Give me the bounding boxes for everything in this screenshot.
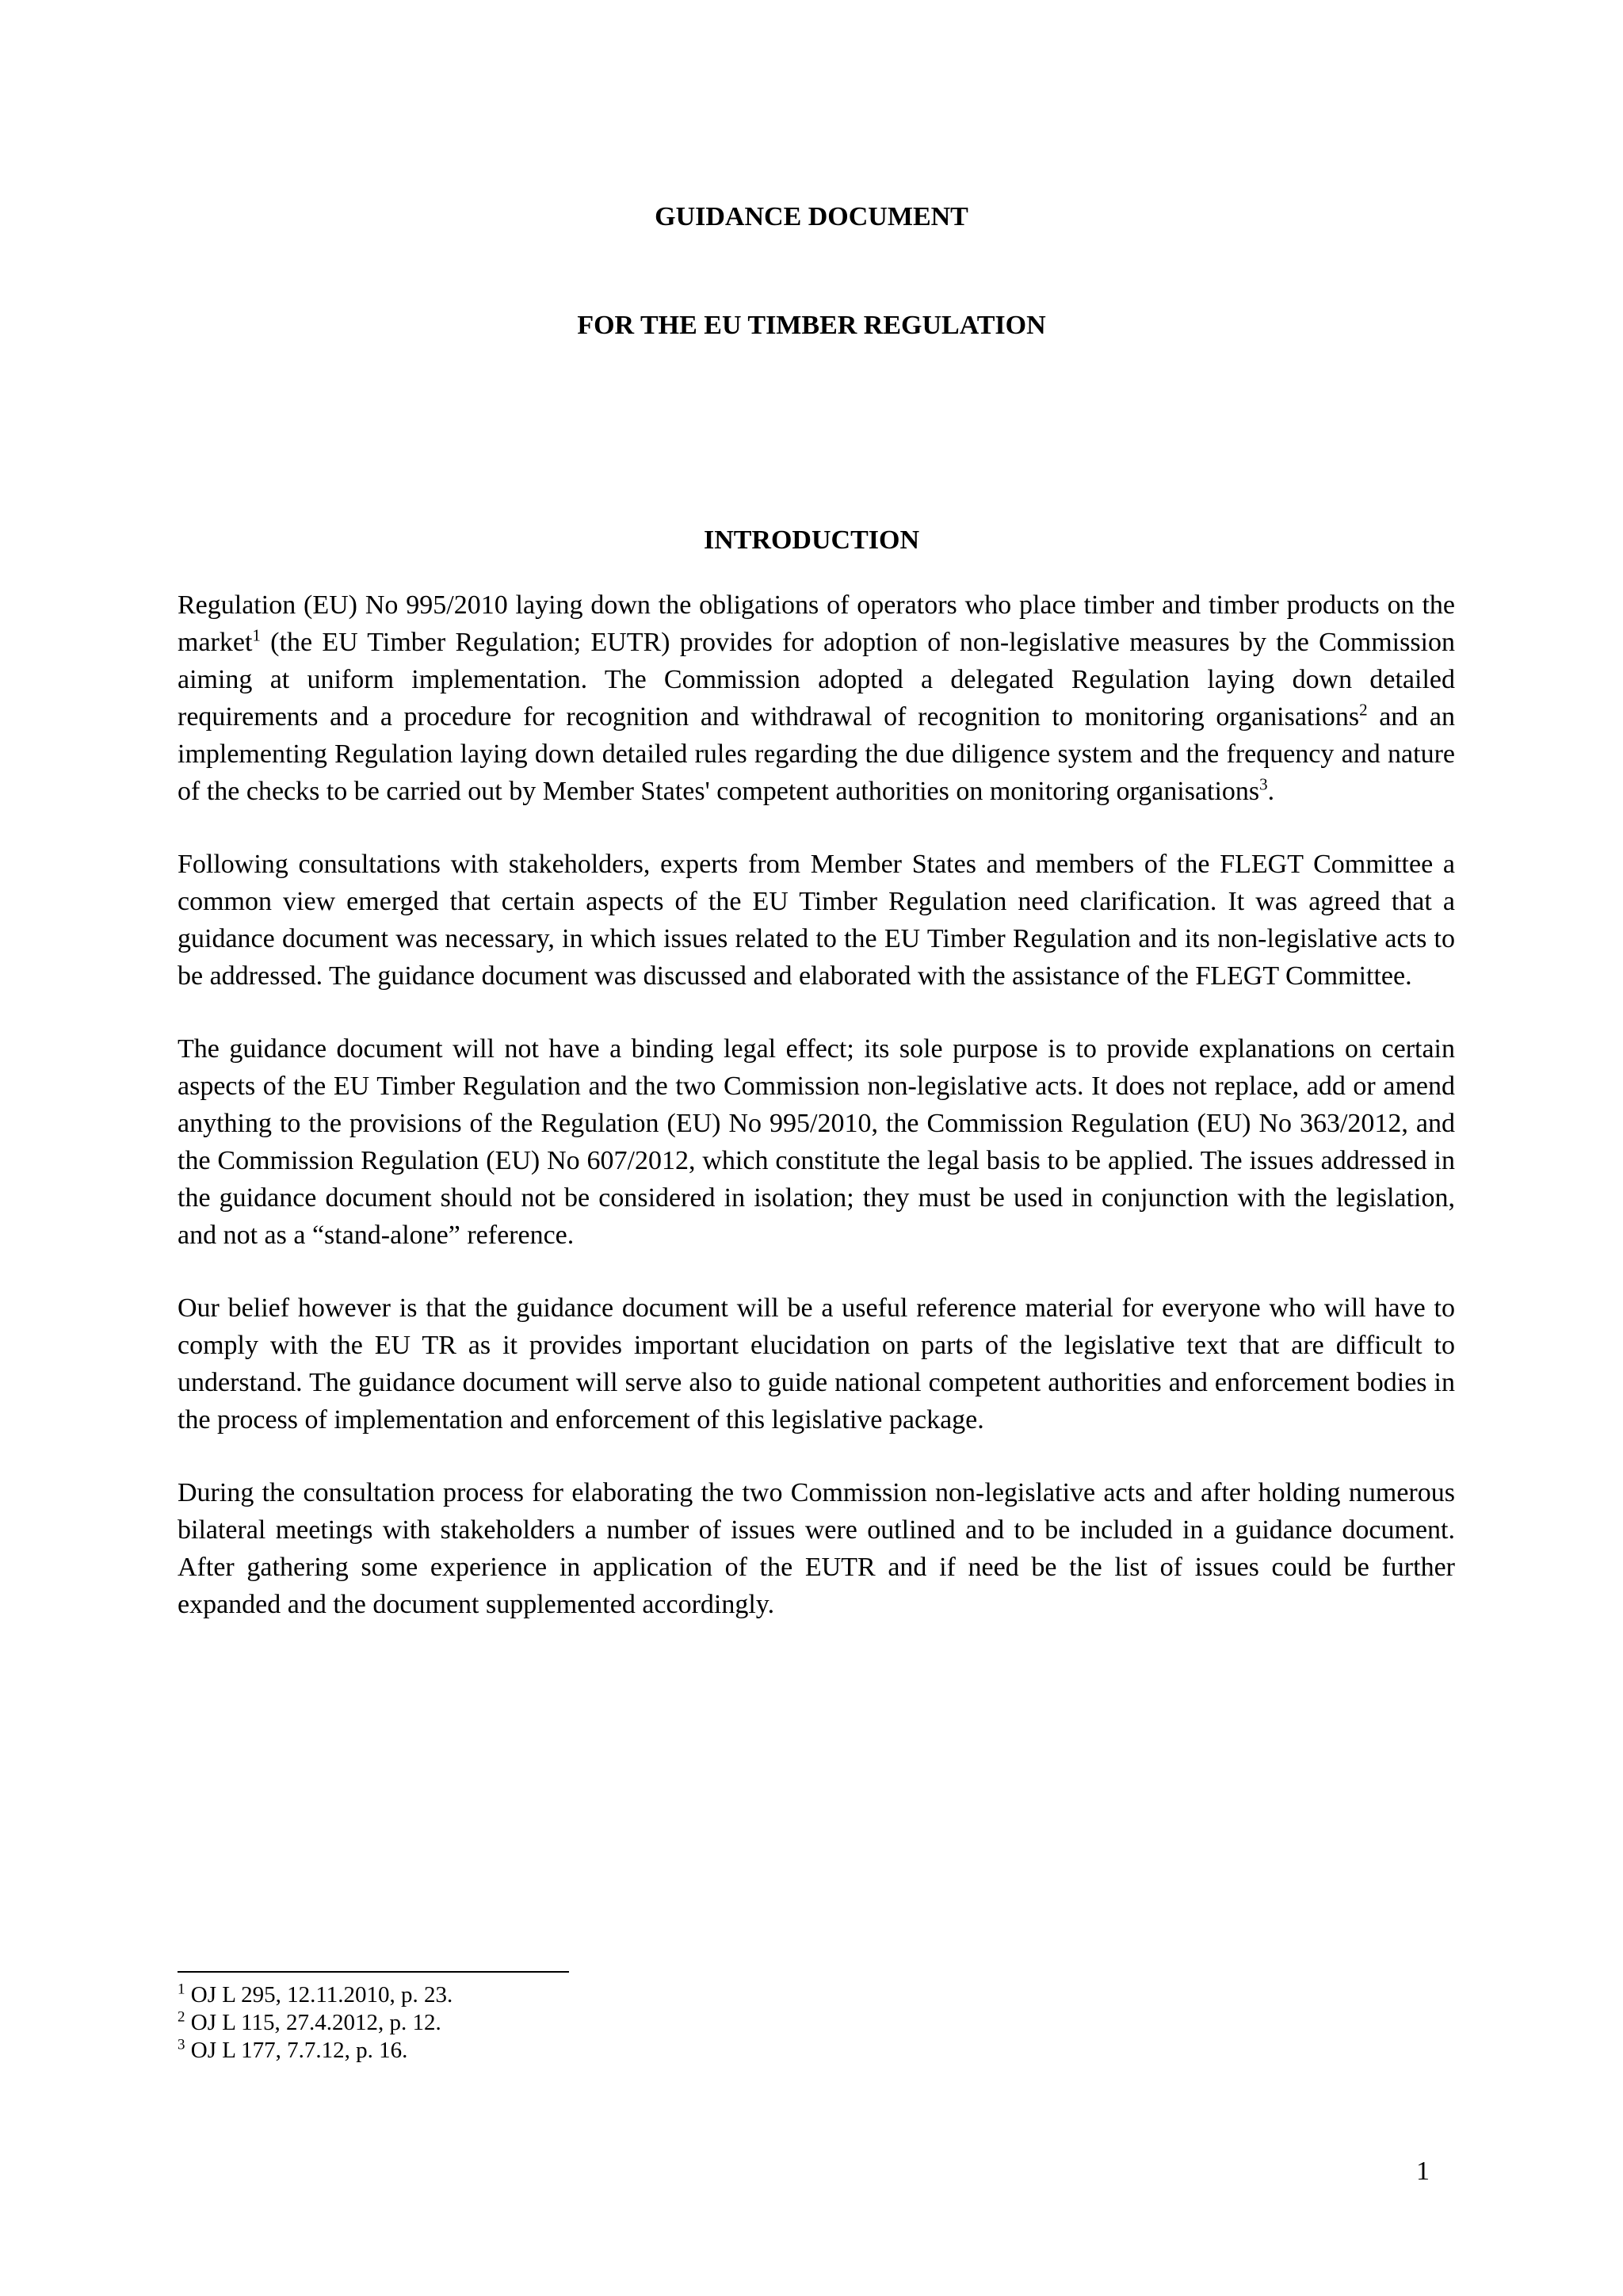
footnotes xyxy=(178,1981,453,2065)
footnote-mark: 3 xyxy=(178,2036,185,2053)
document-subtitle: FOR THE EU TIMBER REGULATION xyxy=(577,311,1046,340)
footnote-mark: 1 xyxy=(178,1981,185,1998)
footnote-separator xyxy=(178,1971,569,1973)
paragraph-1-text-d: . xyxy=(1267,777,1275,806)
paragraph-4: Our belief however is that the guidance document will be a useful reference material for everyone who will have to comply with the EU TR as it provides important elucidation on parts of the legislative text that are difficult to understand. The guidance document will serve also to guide national competent authorities and enforcement bodies in the process of implementation and enforcement of this legislative package. xyxy=(178,1293,1455,1435)
paragraph-2: Following consultations with stakeholders, experts from Member States and members of the FLEGT Committee a common view emerged that certain aspects of the EU Timber Regulation need clarification. It was agreed that a guidance document was necessary, in which issues related to the EU Timber Regulation and its non-legislative acts to be addressed. The guidance document was discussed and elaborated with the assistance of the FLEGT Committee. xyxy=(178,850,1455,991)
footnote-ref-3: 3 xyxy=(1259,774,1268,794)
footnote-text: OJ L 295, 12.11.2010, p. 23. xyxy=(185,1982,453,2008)
page-number: 1 xyxy=(1416,2157,1430,2186)
body-text xyxy=(178,586,1455,1659)
footnote-mark: 2 xyxy=(178,2008,185,2026)
footnote-3 xyxy=(178,2037,453,2065)
footnote-2 xyxy=(178,2009,453,2037)
document-title: GUIDANCE DOCUMENT xyxy=(655,202,968,231)
paragraph-1 xyxy=(178,586,1455,810)
paragraph-5: During the consultation process for elaborating the two Commission non-legislative acts and after holding numerous bilateral meetings with stakeholders a number of issues were outlined and to be included in a guidance document. After gathering some experience in application of the EUTR and if need be the list of issues could be further expanded and the document supplemented accordingly. xyxy=(178,1478,1455,1619)
paragraph-1-text-b: (the EU Timber Regulation; EUTR) provides for adoption of non-legislative measures by the Commission aiming at uniform implementation. The Commission adopted a delegated Regulation laying down detailed requirements and a procedure for recognition and withdrawal of recognition to monitoring organisations xyxy=(178,628,1455,732)
footnote-ref-1: 1 xyxy=(252,625,261,645)
footnote-ref-2: 2 xyxy=(1359,700,1368,720)
footnote-text: OJ L 177, 7.7.12, p. 16. xyxy=(185,2038,408,2063)
section-heading: INTRODUCTION xyxy=(703,525,920,555)
footnote-1 xyxy=(178,1981,453,2009)
paragraph-1-text-c: and an implementing Regulation laying down detailed rules regarding the due diligence system and the frequency and nature of the checks to be carried out by Member States' competent authorities on monitoring organisations xyxy=(178,702,1455,806)
footnote-text: OJ L 115, 27.4.2012, p. 12. xyxy=(185,2010,441,2035)
paragraph-1-text-a: Regulation (EU) No 995/2010 laying down the obligations of operators who place timber and timber products on the market xyxy=(178,590,1455,657)
paragraph-3: The guidance document will not have a binding legal effect; its sole purpose is to provide explanations on certain aspects of the EU Timber Regulation and the two Commission non-legislative acts. It does not replace, add or amend anything to the provisions of the Regulation (EU) No 995/2010, the Commission Regulation (EU) No 363/2012, and the Commission Regulation (EU) No 607/2012, which constitute the legal basis to be applied. The issues addressed in the guidance document should not be considered in isolation; they must be used in conjunction with the legislation, and not as a “stand-alone” reference. xyxy=(178,1034,1455,1250)
